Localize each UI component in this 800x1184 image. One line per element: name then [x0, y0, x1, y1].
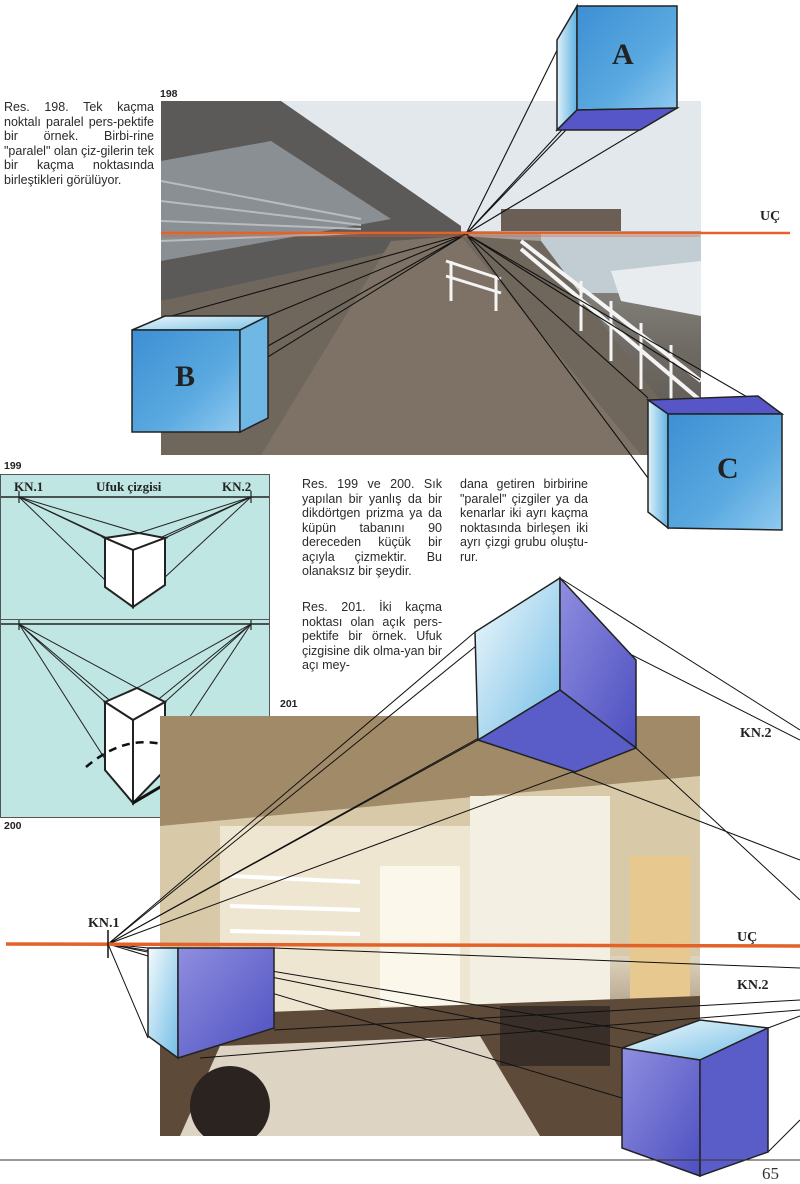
horizon-label: Ufuk çizgisi	[96, 479, 162, 494]
figure-number-199: 199	[4, 460, 22, 472]
caption-res-201: Res. 201. İki kaçma noktası olan açık pers-pektife bir örnek. Ufuk çizgisine dik olma-yan bir açı mey-	[302, 600, 442, 672]
kn2-panel-label: KN.2	[222, 479, 252, 494]
cube-a-label: A	[612, 38, 634, 71]
kn2-upper-label: KN.2	[740, 726, 772, 741]
caption-res-198: Res. 198. Tek kaçma noktalı paralel pers-pektife bir örnek. Birbi-rine "paralel" olan çiz-gilerin tek bir kaçma noktasında birleştikleri görülüyor.	[4, 100, 154, 187]
uc-label-bottom: UÇ	[737, 930, 758, 945]
figure-number-201: 201	[280, 698, 298, 710]
cube-c-label: C	[717, 452, 739, 485]
page-number: 65	[762, 1164, 779, 1183]
kn1-panel-label: KN.1	[14, 479, 44, 494]
figure-number-200: 200	[4, 820, 22, 832]
caption-res-199-200: Res. 199 ve 200. Sık yapılan bir yanlış da bir dikdörtgen prizma ya da küpün tabanını 90 dereceden küçük bir açıyla çizmektir. Bu olanaksız bir şeydir.	[302, 477, 442, 578]
cube-left	[148, 948, 274, 1058]
caption-res-199-200-continued: dana getiren birbirine "paralel" çizgiler ya da kenarlar iki ayrı kaçma noktasında birleşen iki ayrı çizgi grubu oluştu-rur.	[460, 477, 588, 564]
cube-b-label: B	[175, 360, 196, 393]
figure-number-198: 198	[160, 88, 178, 100]
uc-label-top: UÇ	[760, 209, 781, 224]
kn1-photo-label: KN.1	[88, 916, 120, 931]
cube-right-bottom	[622, 1020, 768, 1176]
cube-upper	[475, 578, 636, 772]
kn2-lower-label: KN.2	[737, 978, 769, 993]
